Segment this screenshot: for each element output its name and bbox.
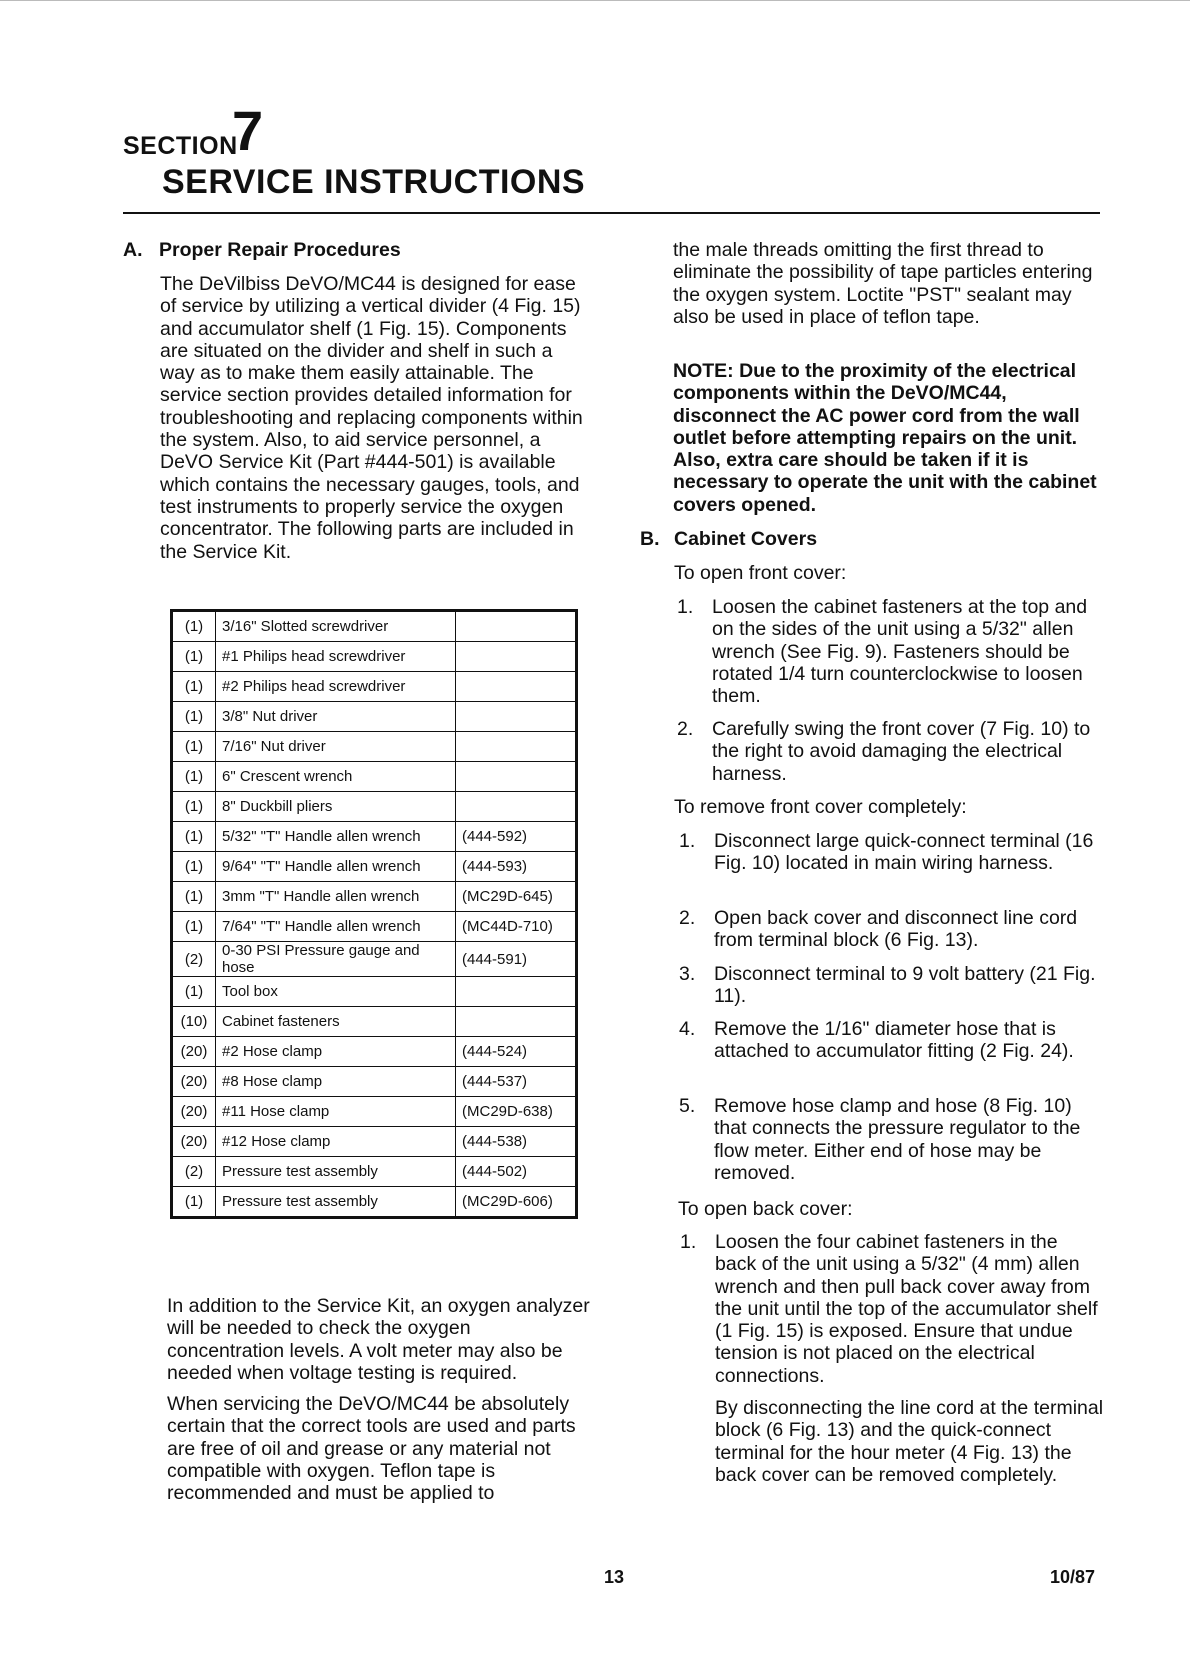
service-kit-table (170, 609, 578, 1219)
kit-table-row (172, 732, 577, 762)
section-number: 7 (232, 99, 264, 162)
kit-table-row (172, 702, 577, 732)
kit-qty-cell: (1) (172, 732, 216, 762)
continued-paragraph: the male threads omitting the first thread to eliminate the possibility of tape particles entering the oxygen system. Loctite "PST" sealant may also be used in place of teflon tape. (673, 239, 1093, 328)
step-text: Disconnect large quick-connect terminal (16 Fig. 10) located in main wiring harness. (714, 830, 1094, 875)
back-cover-section (715, 1397, 1104, 1486)
kit-table-row (172, 1127, 577, 1157)
page-title: SERVICE INSTRUCTIONS (162, 163, 586, 201)
step-number: 4. (679, 1018, 696, 1040)
top-edge-line (0, 0, 1190, 1)
kit-qty-cell: (20) (172, 1067, 216, 1097)
open-back-label: To open back cover: (678, 1198, 853, 1220)
kit-table-row (172, 792, 577, 822)
kit-table-row (172, 611, 577, 642)
kit-desc-cell: 5/32" "T" Handle allen wrench (216, 822, 456, 852)
step-text: Open back cover and disconnect line cord from terminal block (6 Fig. 13). (714, 907, 1078, 952)
kit-part-cell (456, 792, 577, 822)
kit-desc-cell: #2 Hose clamp (216, 1037, 456, 1067)
step-number: 5. (679, 1095, 696, 1117)
kit-qty-cell: (1) (172, 882, 216, 912)
analyzer-section (167, 1295, 592, 1384)
step-number: 1. (680, 1231, 697, 1253)
kit-qty-cell: (1) (172, 977, 216, 1007)
kit-desc-cell: #8 Hose clamp (216, 1067, 456, 1097)
kit-desc-cell: 8" Duckbill pliers (216, 792, 456, 822)
kit-desc-cell: #1 Philips head screwdriver (216, 642, 456, 672)
kit-part-cell: (MC29D-606) (456, 1187, 577, 1218)
part-a-title: Proper Repair Procedures (159, 239, 401, 261)
part-b-letter: B. (640, 528, 660, 550)
kit-qty-cell: (1) (172, 792, 216, 822)
kit-part-cell: (444-593) (456, 852, 577, 882)
kit-qty-cell: (1) (172, 642, 216, 672)
kit-desc-cell: 9/64" "T" Handle allen wrench (216, 852, 456, 882)
back-cover-paragraph: By disconnecting the line cord at the terminal block (6 Fig. 13) and the quick-connect terminal for the hour meter (4 Fig. 13) the back cover can be removed completely. (715, 1397, 1104, 1486)
kit-desc-cell: #12 Hose clamp (216, 1127, 456, 1157)
step-number: 2. (677, 718, 694, 740)
step-number: 2. (679, 907, 696, 929)
kit-qty-cell: (1) (172, 611, 216, 642)
step-text: Remove hose clamp and hose (8 Fig. 10) that connects the pressure regulator to the flow meter. Either end of hose may be removed. (714, 1095, 1081, 1184)
revision-date: 10/87 (1050, 1567, 1096, 1587)
kit-part-cell (456, 732, 577, 762)
kit-qty-cell: (1) (172, 912, 216, 942)
kit-table-row (172, 1097, 577, 1127)
kit-part-cell (456, 702, 577, 732)
kit-part-cell (456, 762, 577, 792)
kit-part-cell: (444-524) (456, 1037, 577, 1067)
kit-part-cell: (MC29D-645) (456, 882, 577, 912)
step-text: Loosen the four cabinet fasteners in the back of the unit using a 5/32" (4 mm) allen wrench and then pull back cover away from the unit until the top of the accumulator shelf (1 Fig. 15) is exposed. Ensure that undue tension is not placed on the electrical connections. (715, 1231, 1098, 1387)
kit-part-cell: (MC44D-710) (456, 912, 577, 942)
kit-table-row (172, 1007, 577, 1037)
kit-part-cell: (444-592) (456, 822, 577, 852)
kit-table-row (172, 942, 577, 977)
kit-table-row (172, 882, 577, 912)
kit-qty-cell: (1) (172, 852, 216, 882)
kit-desc-cell: Tool box (216, 977, 456, 1007)
kit-part-cell: (444-537) (456, 1067, 577, 1097)
step-text: Carefully swing the front cover (7 Fig. 10) to the right to avoid damaging the electrical harness. (712, 718, 1091, 785)
continued-section (673, 239, 1098, 328)
servicing-section (167, 1393, 592, 1504)
kit-qty-cell: (2) (172, 942, 216, 977)
section-label: SECTION (123, 132, 238, 160)
kit-table-row (172, 1157, 577, 1187)
kit-qty-cell: (20) (172, 1037, 216, 1067)
kit-desc-cell: 0-30 PSI Pressure gauge and hose (216, 942, 456, 977)
kit-part-cell (456, 977, 577, 1007)
step-number: 1. (679, 830, 696, 852)
analyzer-paragraph: In addition to the Service Kit, an oxygen analyzer will be needed to check the oxygen concentration levels. A volt meter may also be needed when voltage testing is required. (167, 1295, 590, 1384)
kit-desc-cell: Cabinet fasteners (216, 1007, 456, 1037)
kit-desc-cell: Pressure test assembly (216, 1157, 456, 1187)
part-a-letter: A. (123, 239, 143, 261)
kit-table-row (172, 852, 577, 882)
kit-qty-cell: (1) (172, 762, 216, 792)
kit-desc-cell: 3mm "T" Handle allen wrench (216, 882, 456, 912)
kit-desc-cell: 3/8" Nut driver (216, 702, 456, 732)
step-text: Disconnect terminal to 9 volt battery (21 Fig. 11). (714, 963, 1096, 1008)
kit-qty-cell: (1) (172, 672, 216, 702)
kit-table-row (172, 672, 577, 702)
kit-table-row (172, 1187, 577, 1218)
kit-desc-cell: #2 Philips head screwdriver (216, 672, 456, 702)
kit-table-row (172, 912, 577, 942)
step-number: 1. (677, 596, 694, 618)
kit-qty-cell: (20) (172, 1097, 216, 1127)
kit-desc-cell: #11 Hose clamp (216, 1097, 456, 1127)
kit-part-cell: (MC29D-638) (456, 1097, 577, 1127)
kit-part-cell (456, 611, 577, 642)
kit-part-cell: (444-538) (456, 1127, 577, 1157)
kit-qty-cell: (20) (172, 1127, 216, 1157)
intro-paragraph: The DeVilbiss DeVO/MC44 is designed for ease of service by utilizing a vertical divider (4 Fig. 15) and accumulator shelf (1 Fig. 15). Components are situated on the divider and shelf in such a way as to make them easily attainable. The service section provides detailed information for troubleshooting and replacing components within the system. Also, to aid service personnel, a DeVO Service Kit (Part #444-501) is available which contains the necessary gauges, tools, and test instruments to properly service the oxygen concentrator. The following parts are included in the Service Kit. (160, 273, 583, 563)
kit-part-cell: (444-591) (456, 942, 577, 977)
kit-desc-cell: 3/16" Slotted screwdriver (216, 611, 456, 642)
step-text: Remove the 1/16" diameter hose that is attached to accumulator fitting (2 Fig. 24). (714, 1018, 1074, 1063)
part-a-intro (160, 273, 586, 563)
kit-table-row (172, 642, 577, 672)
kit-part-cell: (444-502) (456, 1157, 577, 1187)
note-section (673, 360, 1098, 516)
kit-table-row (172, 762, 577, 792)
kit-table-row (172, 1067, 577, 1097)
kit-desc-cell: 6" Crescent wrench (216, 762, 456, 792)
kit-qty-cell: (1) (172, 822, 216, 852)
open-front-label: To open front cover: (674, 562, 847, 584)
page-number: 13 (604, 1567, 625, 1587)
kit-part-cell (456, 642, 577, 672)
kit-qty-cell: (2) (172, 1157, 216, 1187)
kit-table-row (172, 977, 577, 1007)
part-b-title: Cabinet Covers (674, 528, 818, 550)
kit-part-cell (456, 672, 577, 702)
kit-table-row (172, 1037, 577, 1067)
kit-qty-cell: (1) (172, 1187, 216, 1218)
kit-part-cell (456, 1007, 577, 1037)
step-text: Loosen the cabinet fasteners at the top and on the sides of the unit using a 5/32" allen wrench (See Fig. 9). Fasteners should be rotated 1/4 turn counterclockwise to loosen them. (712, 596, 1088, 708)
kit-desc-cell: Pressure test assembly (216, 1187, 456, 1218)
kit-desc-cell: 7/64" "T" Handle allen wrench (216, 912, 456, 942)
kit-desc-cell: 7/16" Nut driver (216, 732, 456, 762)
servicing-paragraph: When servicing the DeVO/MC44 be absolutely certain that the correct tools are used and parts are free of oil and grease or any material not compatible with oxygen. Teflon tape is recommended and must be applied to (167, 1393, 576, 1505)
header-divider (123, 212, 1100, 214)
kit-qty-cell: (1) (172, 702, 216, 732)
remove-front-label: To remove front cover completely: (674, 796, 967, 818)
kit-qty-cell: (10) (172, 1007, 216, 1037)
kit-table-row (172, 822, 577, 852)
note-paragraph: NOTE: Due to the proximity of the electrical components within the DeVO/MC44, disconnect the AC power cord from the wall outlet before attempting repairs on the unit. Also, extra care should be taken if it is necessary to operate the unit with the cabinet covers opened. (673, 360, 1097, 516)
step-number: 3. (679, 963, 696, 985)
